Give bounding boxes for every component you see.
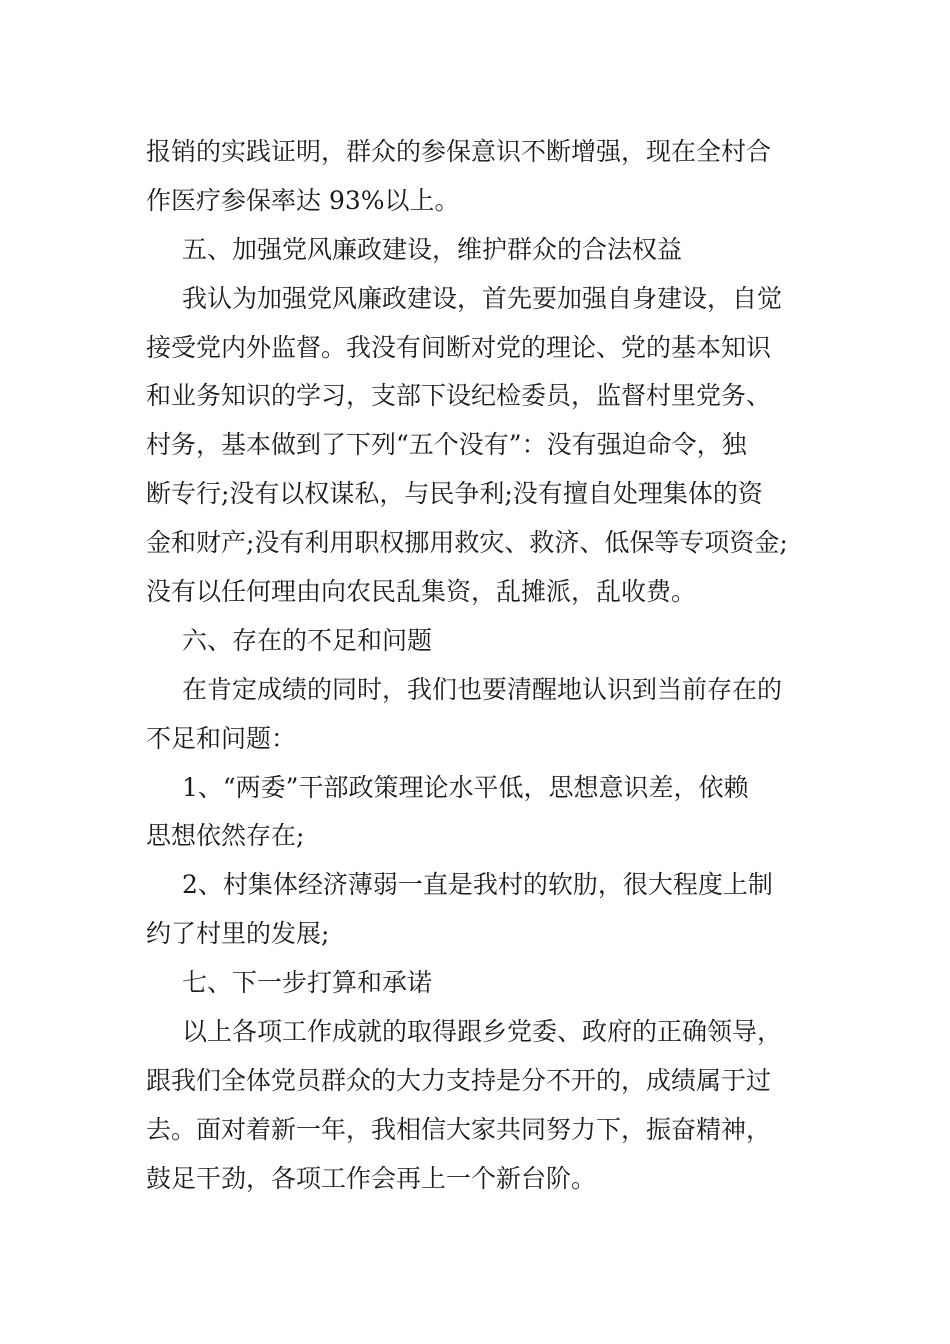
text-line: 没有以任何理由向农民乱集资，乱摊派，乱收费。 [146,577,697,607]
text-line: 去。面对着新一年，我相信大家共同努力下，振奋精神， [146,1114,772,1144]
text-line: 报销的实践证明，群众的参保意识不断增强，现在全村合 [146,137,772,166]
text-line: 我认为加强党风廉政建设，首先要加强自身建设，自觉 [182,283,783,313]
text-line: 鼓足干劲，各项工作会再上一个新台阶。 [146,1163,597,1193]
text-line: 断专行;没有以权谋私，与民争利;没有擅自处理集体的资 [146,479,763,509]
list-item: 2、村集体经济薄弱一直是我村的软肋，很大程度上制 [182,870,773,900]
text-line: 以上各项工作成就的取得跟乡党委、政府的正确领导， [182,1017,783,1047]
text-line: 接受党内外监督。我没有间断对党的理论、党的基本知识 [146,332,772,362]
text-line: 和业务知识的学习，支部下设纪检委员，监督村里党务、 [146,381,772,411]
text-line: 思想依然存在; [146,821,305,851]
text-line: 金和财产;没有利用职权挪用救灾、救济、低保等专项资金; [146,528,788,558]
section-heading: 六、存在的不足和问题 [182,625,433,655]
section-heading: 七、下一步打算和承诺 [182,968,433,998]
text-line: 跟我们全体党员群众的大力支持是分不开的，成绩属于过 [146,1065,772,1095]
document-body [146,128,811,1204]
text-line: 作医疗参保率达 93%以上。 [146,185,460,215]
text-line: 不足和问题： [146,723,297,753]
list-item: 1、“两委”干部政策理论水平低，思想意识差，依赖 [182,772,749,802]
text-line: 在肯定成绩的同时，我们也要清醒地认识到当前存在的 [182,674,783,704]
text-line: 村务，基本做到了下列“五个没有”：没有强迫命令，独 [146,430,747,460]
section-heading: 五、加强党风廉政建设，维护群众的合法权益 [182,234,683,264]
text-line: 约了村里的发展; [146,919,330,949]
